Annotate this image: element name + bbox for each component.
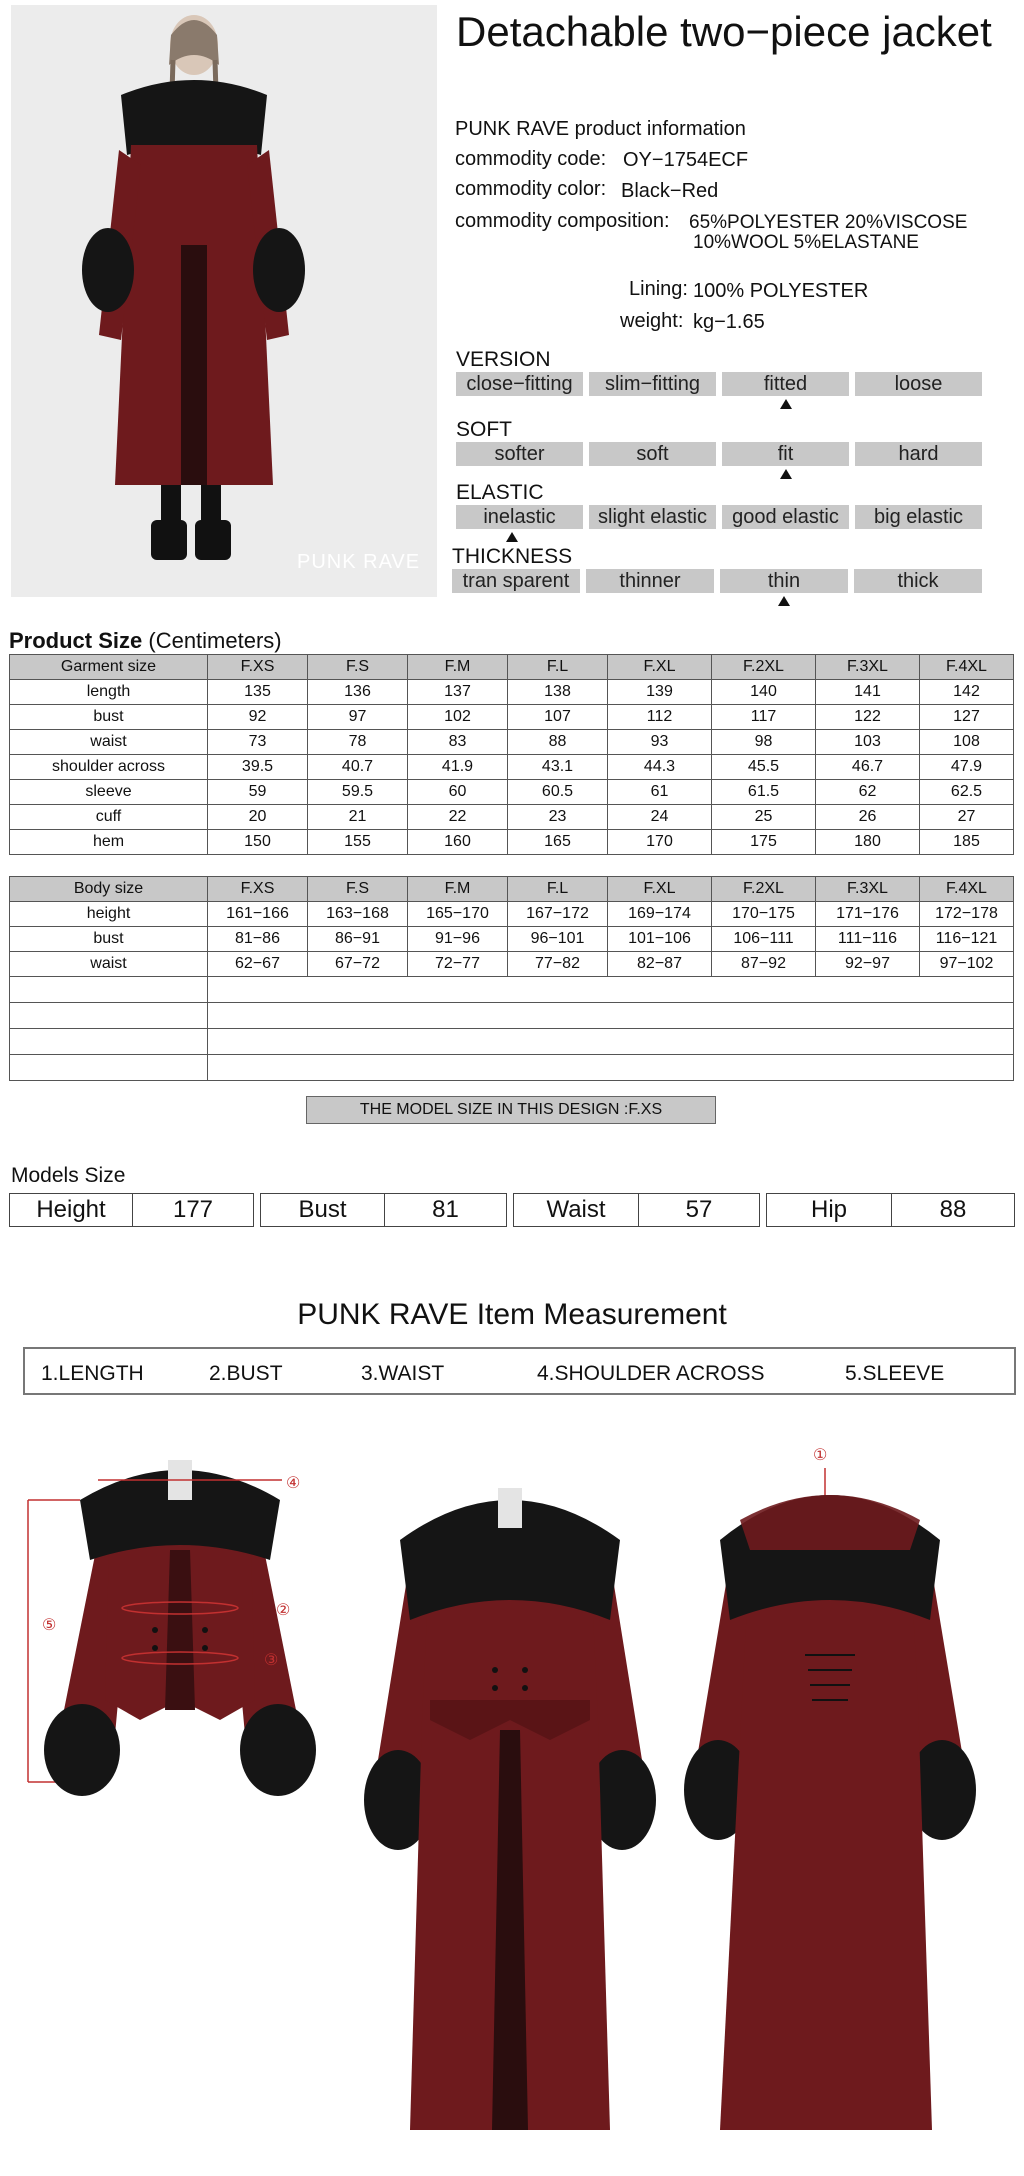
table-cell: 180 — [816, 830, 920, 855]
table-cell: 62.5 — [920, 780, 1014, 805]
model-in-coat-image — [11, 5, 437, 597]
scale-options — [456, 505, 988, 529]
model-hip-box — [766, 1193, 1015, 1227]
header-cell: Body size — [10, 877, 208, 902]
table-cell: 140 — [712, 680, 816, 705]
table-cell: 62−67 — [208, 952, 308, 977]
models-size-title: Models Size — [11, 1164, 126, 1187]
table-cell: 60 — [408, 780, 508, 805]
selected-marker-icon — [778, 596, 790, 606]
model-stat-label: Bust — [261, 1194, 385, 1226]
table-cell: 92 — [208, 705, 308, 730]
lining-label: Lining: — [629, 278, 688, 300]
table-cell: 39.5 — [208, 755, 308, 780]
marker-5: ⑤ — [42, 1617, 57, 1634]
scale-option: close−fitting — [456, 372, 583, 396]
table-row — [10, 755, 1014, 780]
scale-option-selected: inelastic — [456, 505, 583, 529]
table-row — [10, 830, 1014, 855]
model-stat-value: 177 — [172, 1196, 214, 1223]
scale-option: slim−fitting — [589, 372, 716, 396]
scale-label: SOFT — [456, 418, 512, 441]
table-row — [10, 952, 1014, 977]
table-cell: 77−82 — [508, 952, 608, 977]
table-cell: 170 — [608, 830, 712, 855]
empty-row — [10, 977, 1014, 1003]
header-cell: F.4XL — [920, 655, 1014, 680]
table-cell: 81−86 — [208, 927, 308, 952]
table-cell: 82−87 — [608, 952, 712, 977]
table-cell: 117 — [712, 705, 816, 730]
commodity-color-value: Black−Red — [621, 180, 719, 202]
table-cell: 172−178 — [920, 902, 1014, 927]
table-cell: 127 — [920, 705, 1014, 730]
header-cell: F.3XL — [816, 655, 920, 680]
table-cell: shoulder across — [10, 755, 208, 780]
scale-elastic — [456, 481, 988, 529]
scale-option: loose — [855, 372, 982, 396]
scale-option-selected: fitted — [722, 372, 849, 396]
commodity-code-label: commodity code: — [455, 148, 607, 170]
table-cell: 20 — [208, 805, 308, 830]
table-cell: 98 — [712, 730, 816, 755]
header-cell: F.M — [408, 655, 508, 680]
header-cell: F.XS — [208, 655, 308, 680]
table-cell: 96−101 — [508, 927, 608, 952]
table-cell: 141 — [816, 680, 920, 705]
table-cell: 171−176 — [816, 902, 920, 927]
table-cell: 61 — [608, 780, 712, 805]
body-size-table — [9, 876, 1014, 1081]
table-cell: 155 — [308, 830, 408, 855]
scale-options — [456, 442, 988, 466]
header-cell: F.2XL — [712, 877, 816, 902]
table-cell: 175 — [712, 830, 816, 855]
commodity-color-label: commodity color: — [455, 178, 607, 200]
table-row — [10, 927, 1014, 952]
table-cell: 111−116 — [816, 927, 920, 952]
table-cell: 72−77 — [408, 952, 508, 977]
model-stat-value: 57 — [685, 1196, 713, 1223]
table-cell: 142 — [920, 680, 1014, 705]
short-jacket-image — [20, 1430, 340, 1830]
table-cell: 43.1 — [508, 755, 608, 780]
header-cell: F.S — [308, 655, 408, 680]
header-cell: F.S — [308, 877, 408, 902]
header-cell: F.XL — [608, 877, 712, 902]
info-heading: PUNK RAVE product information — [455, 118, 746, 140]
table-cell: 91−96 — [408, 927, 508, 952]
measurement-item: 5.SLEEVE — [845, 1362, 945, 1385]
table-cell: 22 — [408, 805, 508, 830]
header-cell: Garment size — [10, 655, 208, 680]
scale-option: tran sparent — [452, 569, 580, 593]
header-cell: F.2XL — [712, 655, 816, 680]
marker-3: ③ — [264, 1652, 279, 1669]
table-row — [10, 805, 1014, 830]
table-cell: 46.7 — [816, 755, 920, 780]
table-cell: 47.9 — [920, 755, 1014, 780]
table-cell: 106−111 — [712, 927, 816, 952]
table-cell: 23 — [508, 805, 608, 830]
table-cell: 160 — [408, 830, 508, 855]
weight-label: weight: — [620, 310, 684, 332]
table-cell: 45.5 — [712, 755, 816, 780]
table-cell: 44.3 — [608, 755, 712, 780]
model-size-note: THE MODEL SIZE IN THIS DESIGN :F.XS — [306, 1096, 716, 1124]
measurement-legend — [23, 1347, 1016, 1395]
table-cell: 61.5 — [712, 780, 816, 805]
table-cell: 161−166 — [208, 902, 308, 927]
header-cell: F.4XL — [920, 877, 1014, 902]
header-cell: F.XL — [608, 655, 712, 680]
scale-option: soft — [589, 442, 716, 466]
table-row — [10, 705, 1014, 730]
table-cell: bust — [10, 927, 208, 952]
table-cell: 163−168 — [308, 902, 408, 927]
scale-option-selected: fit — [722, 442, 849, 466]
model-stat-value: 81 — [432, 1196, 459, 1223]
table-cell: 88 — [508, 730, 608, 755]
measurement-item: 1.LENGTH — [41, 1362, 144, 1385]
scale-version — [456, 348, 988, 396]
model-waist-box — [513, 1193, 760, 1227]
table-cell: 108 — [920, 730, 1014, 755]
scale-soft — [456, 418, 988, 466]
scale-label: VERSION — [456, 348, 551, 371]
measurement-item: 3.WAIST — [361, 1362, 445, 1385]
table-cell: 60.5 — [508, 780, 608, 805]
table-cell: 107 — [508, 705, 608, 730]
table-cell: 25 — [712, 805, 816, 830]
model-height-box — [9, 1193, 254, 1227]
table-row — [10, 780, 1014, 805]
table-cell: 101−106 — [608, 927, 712, 952]
table-cell: 135 — [208, 680, 308, 705]
long-coat-back-image — [680, 1440, 980, 2140]
table-cell: 116−121 — [920, 927, 1014, 952]
table-cell: 138 — [508, 680, 608, 705]
table-cell: 185 — [920, 830, 1014, 855]
scale-option: big elastic — [855, 505, 982, 529]
table-cell: 59.5 — [308, 780, 408, 805]
table-cell: 137 — [408, 680, 508, 705]
scale-option: good elastic — [722, 505, 849, 529]
table-cell: height — [10, 902, 208, 927]
table-cell: 93 — [608, 730, 712, 755]
table-row — [10, 730, 1014, 755]
model-stat-label: Height — [10, 1194, 133, 1226]
header-cell: F.L — [508, 877, 608, 902]
table-cell: 83 — [408, 730, 508, 755]
table-cell: 169−174 — [608, 902, 712, 927]
lining-value: 100% POLYESTER — [693, 280, 869, 302]
table-cell: 122 — [816, 705, 920, 730]
product-size-title: Product Size (Centimeters) — [9, 628, 282, 653]
marker-4: ④ — [286, 1475, 301, 1492]
table-cell: 87−92 — [712, 952, 816, 977]
scale-label: ELASTIC — [456, 481, 544, 504]
table-cell: 21 — [308, 805, 408, 830]
table-cell: 165−170 — [408, 902, 508, 927]
scale-label: THICKNESS — [452, 545, 573, 568]
composition-line-1: 65%POLYESTER 20%VISCOSE — [689, 212, 968, 233]
scale-options — [452, 569, 988, 593]
scale-option: thick — [854, 569, 982, 593]
product-photo — [11, 5, 437, 597]
table-cell: 26 — [816, 805, 920, 830]
scale-option: hard — [855, 442, 982, 466]
table-row — [10, 902, 1014, 927]
watermark: PUNK RAVE — [297, 551, 421, 573]
table-cell: 73 — [208, 730, 308, 755]
table-cell: 86−91 — [308, 927, 408, 952]
header-cell: F.3XL — [816, 877, 920, 902]
table-cell: 102 — [408, 705, 508, 730]
scale-option: slight elastic — [589, 505, 716, 529]
selected-marker-icon — [780, 399, 792, 409]
measurement-item: 4.SHOULDER ACROSS — [537, 1362, 765, 1385]
table-cell: length — [10, 680, 208, 705]
table-cell: 40.7 — [308, 755, 408, 780]
empty-row — [10, 1029, 1014, 1055]
table-cell: 92−97 — [816, 952, 920, 977]
table-cell: 167−172 — [508, 902, 608, 927]
scale-options — [456, 372, 988, 396]
table-cell: 67−72 — [308, 952, 408, 977]
header-cell: F.L — [508, 655, 608, 680]
header-cell: F.XS — [208, 877, 308, 902]
table-header-row — [10, 655, 1014, 680]
scale-option: softer — [456, 442, 583, 466]
marker-1: ① — [813, 1447, 828, 1464]
table-cell: 24 — [608, 805, 712, 830]
composition-label: commodity composition: — [455, 210, 670, 232]
table-cell: 59 — [208, 780, 308, 805]
composition-line-2: 10%WOOL 5%ELASTANE — [693, 232, 919, 253]
table-cell: waist — [10, 952, 208, 977]
selected-marker-icon — [780, 469, 792, 479]
empty-row — [10, 1003, 1014, 1029]
measurement-item: 2.BUST — [209, 1362, 283, 1385]
table-cell: 112 — [608, 705, 712, 730]
table-cell: waist — [10, 730, 208, 755]
table-cell: sleeve — [10, 780, 208, 805]
commodity-code-value: OY−1754ECF — [623, 149, 749, 171]
selected-marker-icon — [506, 532, 518, 542]
long-coat-front-image — [360, 1470, 660, 2140]
table-cell: 170−175 — [712, 902, 816, 927]
model-stat-label: Hip — [767, 1194, 892, 1226]
table-cell: 97−102 — [920, 952, 1014, 977]
table-cell: bust — [10, 705, 208, 730]
table-cell: 41.9 — [408, 755, 508, 780]
table-cell: 139 — [608, 680, 712, 705]
scale-thickness — [452, 545, 988, 593]
scale-option: thinner — [586, 569, 714, 593]
table-cell: hem — [10, 830, 208, 855]
model-stat-value: 88 — [939, 1196, 967, 1223]
model-stat-label: Waist — [514, 1194, 639, 1226]
table-header-row — [10, 877, 1014, 902]
table-row — [10, 680, 1014, 705]
table-cell: 62 — [816, 780, 920, 805]
scale-option-selected: thin — [720, 569, 848, 593]
table-cell: 165 — [508, 830, 608, 855]
table-cell: 78 — [308, 730, 408, 755]
table-cell: 27 — [920, 805, 1014, 830]
table-cell: cuff — [10, 805, 208, 830]
empty-row — [10, 1055, 1014, 1081]
measurement-title: PUNK RAVE Item Measurement — [297, 1298, 727, 1331]
table-cell: 150 — [208, 830, 308, 855]
table-cell: 103 — [816, 730, 920, 755]
model-bust-box — [260, 1193, 507, 1227]
garment-size-table — [9, 654, 1014, 855]
table-cell: 136 — [308, 680, 408, 705]
product-title: Detachable two−piece jacket — [456, 8, 992, 55]
marker-2: ② — [276, 1602, 291, 1619]
header-cell: F.M — [408, 877, 508, 902]
weight-value: kg−1.65 — [693, 311, 765, 333]
table-cell: 97 — [308, 705, 408, 730]
